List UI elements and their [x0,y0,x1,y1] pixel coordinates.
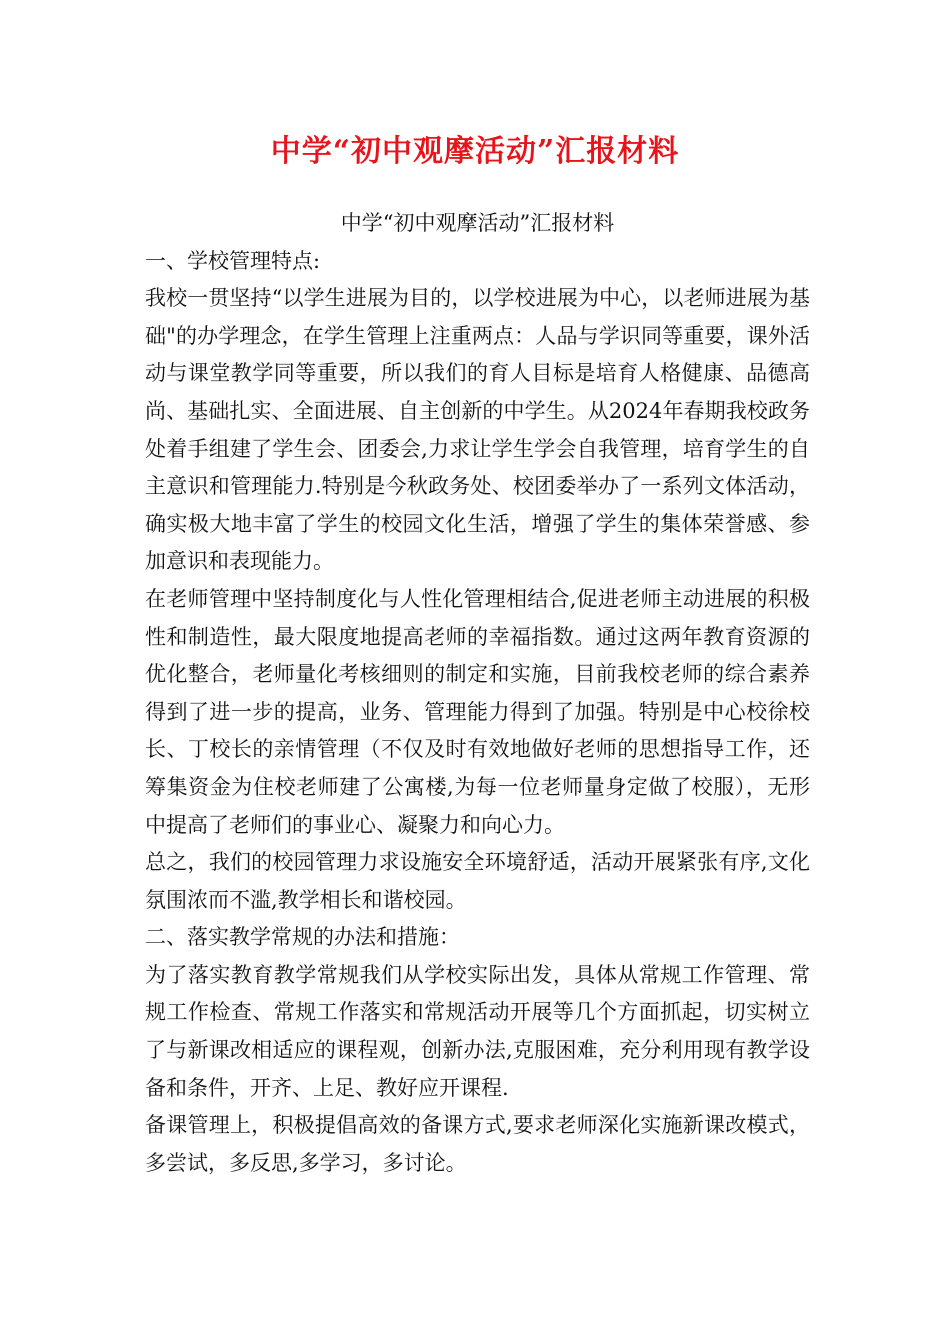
section-heading-management: 一、学校管理特点: [145,248,321,273]
paragraph-teacher-management: 在老师管理中坚持制度化与人性化管理相结合,促进老师主动进展的积极性和制造性，最大限度地提高老师的幸福指数。通过这两年教育资源的优化整合，老师量化考核细则的制定和实施，目前我校老师的综合素养得到了进一步的提高，业务、管理能力得到了加强。特别是中心校徐校长、丁校长的亲情管理（不仅及时有效地做好老师的思想指导工作，还筹集资金为住校老师建了公寓楼,为每一位老师量身定做了校服），无形中提高了老师们的事业心、凝聚力和向心力。 [145,586,810,837]
document-subtitle: 中学“初中观摩活动”汇报材料 [340,211,615,235]
paragraph-student-management: 我校一贯坚持“以学生进展为目的，以学校进展为中心，以老师进展为基础"的办学理念，在学生管理上注重两点：人品与学识同等重要，课外活动与课堂教学同等重要，所以我们的育人目标是培育人格健康、品德高尚、基础扎实、全面进展、自主创新的中学生。从2024年春期我校政务处着手组建了学生会、团委会,力求让学生学会自我管理，培育学生的自主意识和管理能力.特别是今秋政务处、校团委举办了一系列文体活动，确实极大地丰富了学生的校园文化生活，增强了学生的集体荣誉感、参加意识和表现能力。 [145,286,810,574]
paragraph-lesson-preparation: 备课管理上，积极提倡高效的备课方式,要求老师深化实施新课改模式，多尝试，多反思,多学习，多讨论。 [145,1113,810,1175]
section-heading-teaching-routine: 二、落实教学常规的办法和措施： [145,925,460,950]
document-title: 中学“初中观摩活动”汇报材料 [270,134,680,169]
paragraph-summary: 总之，我们的校园管理力求设施安全环境舒适，活动开展紧张有序,文化氛围浓而不滥,教学相长和谐校园。 [145,850,810,912]
document-body [145,205,810,1182]
paragraph-teaching-routine: 为了落实教育教学常规我们从学校实际出发，具体从常规工作管理、常规工作检查、常规工作落实和常规活动开展等几个方面抓起，切实树立了与新课改相适应的课程观，创新办法,克服困难，充分利用现有教学设备和条件，开齐、上足、教好应开课程. [145,962,810,1100]
